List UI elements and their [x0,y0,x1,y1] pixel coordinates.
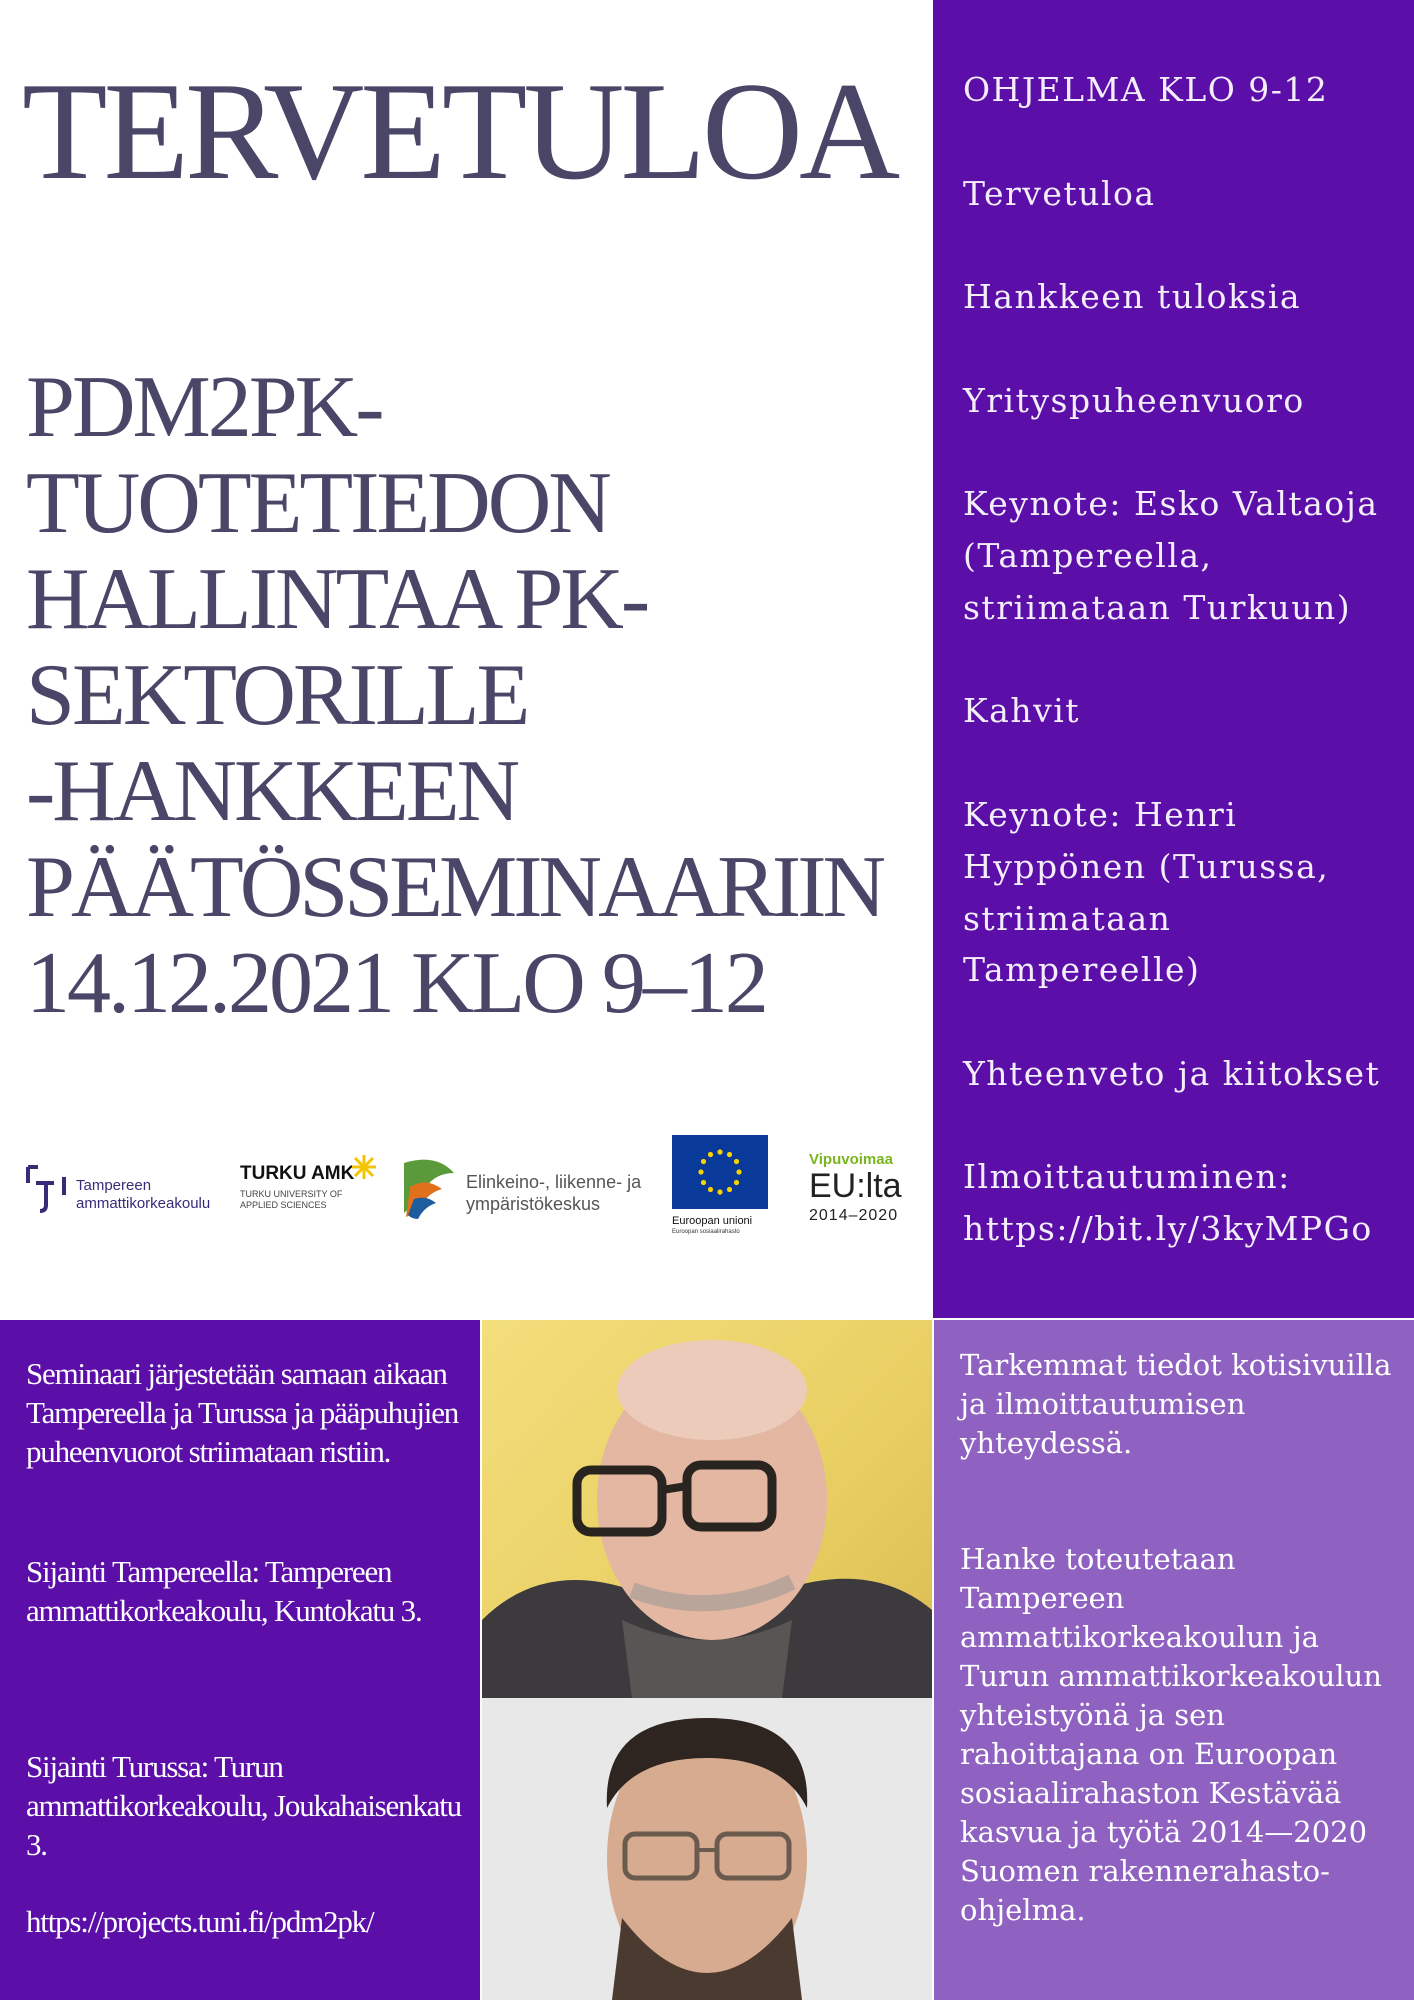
tamk-logo-line: Tampereen [76,1177,152,1194]
sun-icon [350,1153,378,1181]
title-line: 14.12.2021 KLO 9–12 [26,935,766,1032]
turku-amk-logo [240,1153,410,1223]
vipuvoimaa-logo [809,1151,924,1241]
turku-logo-name: TURKU AMK [240,1163,355,1184]
details-paragraph: Hanke toteutetaan Tampereen ammattikorkeakoulun ja Turun ammattikorkeakoulun yhteistyönä ja sen rahoittajana on Euroopan sosiaalirahaston Kestävää kasvua ja työtä 2014—2020 Suomen rakennerahasto-ohjelma. [960,1542,1382,1927]
turku-logo-line: APPLIED SCIENCES [240,1200,327,1210]
details-panel [934,1320,1414,2000]
eu-logo-line: Euroopan unioni [672,1215,753,1227]
seminar-title [26,360,926,1032]
program-heading: OHJELMA KLO 9-12 [963,70,1329,109]
title-line: PDM2PK- [26,359,382,456]
title-line: HALLINTAA PK- [26,551,648,648]
welcome-title: TERVETULOA [22,54,897,209]
info-paragraph: Sijainti Tampereella: Tampereen ammattikorkeakoulu, Kuntokatu 3. [26,1554,422,1628]
program-item: Keynote: Esko Valtaoja [963,484,1379,523]
registration-label: Ilmoittautuminen: [963,1157,1291,1196]
vipu-logo-line: 2014–2020 [809,1207,899,1224]
ely-logo-line: ympäristökeskus [466,1194,601,1214]
program-item: Hyppönen (Turussa, [963,847,1330,886]
vipu-logo-line: Vipuvoimaa [809,1151,893,1168]
project-link[interactable]: https://projects.tuni.fi/pdm2pk/ [26,1904,374,1939]
program-item: striimataan [963,899,1172,938]
program-item: striimataan Turkuun) [963,588,1352,627]
details-paragraph: Tarkemmat tiedot kotisivuilla ja ilmoittautumisen yhteydessä. [960,1348,1392,1460]
ely-leaf-icon [396,1153,458,1223]
portrait-icon [482,1698,932,2000]
tamk-logo-line: ammattikorkeakoulu [76,1195,211,1212]
tamk-icon [24,1161,70,1221]
seminar-info-panel [0,1320,480,2000]
partner-logos [24,1125,924,1245]
speaker-photo-hypponen [482,1698,932,2000]
program-item: Keynote: Henri [963,795,1238,834]
ely-logo-line: Elinkeino-, liikenne- ja [466,1172,642,1192]
title-line: PÄÄTÖSSEMINAARIIN [26,839,883,936]
info-paragraph: Seminaari järjestetään samaan aikaan Tampereella ja Turussa ja pääpuhujien puheenvuorot striimataan ristiin. [26,1356,459,1469]
registration-link[interactable]: https://bit.ly/3kyMPGo [963,1209,1373,1248]
turku-logo-line: TURKU UNIVERSITY OF [240,1189,343,1199]
program-item: Kahvit [963,691,1081,730]
program-item: Tervetuloa [963,174,1156,213]
info-paragraph: Sijainti Turussa: Turun ammattikorkeakoulu, Joukahaisenkatu 3. [26,1749,461,1862]
title-line: SEKTORILLE [26,647,528,744]
ely-logo [396,1153,676,1233]
title-line: -HANKKEEN [26,743,518,840]
program-item: (Tampereella, [963,536,1213,575]
program-item: Tampereelle) [963,950,1201,989]
program-item: Yrityspuheenvuoro [963,381,1305,420]
program-panel [933,0,1414,1318]
eu-logo-line: Euroopan sosiaalirahasto [672,1229,740,1235]
eu-logo [672,1135,782,1245]
vipu-logo-line: EU:lta [809,1167,902,1205]
program-item: Yhteenveto ja kiitokset [963,1054,1381,1093]
program-item: Hankkeen tuloksia [963,277,1302,316]
title-line: TUOTETIEDON [26,455,609,552]
eu-flag-icon [672,1135,768,1209]
tamk-logo [24,1161,224,1221]
speaker-photo-valtaoja [482,1320,932,1698]
portrait-icon [482,1320,932,1698]
